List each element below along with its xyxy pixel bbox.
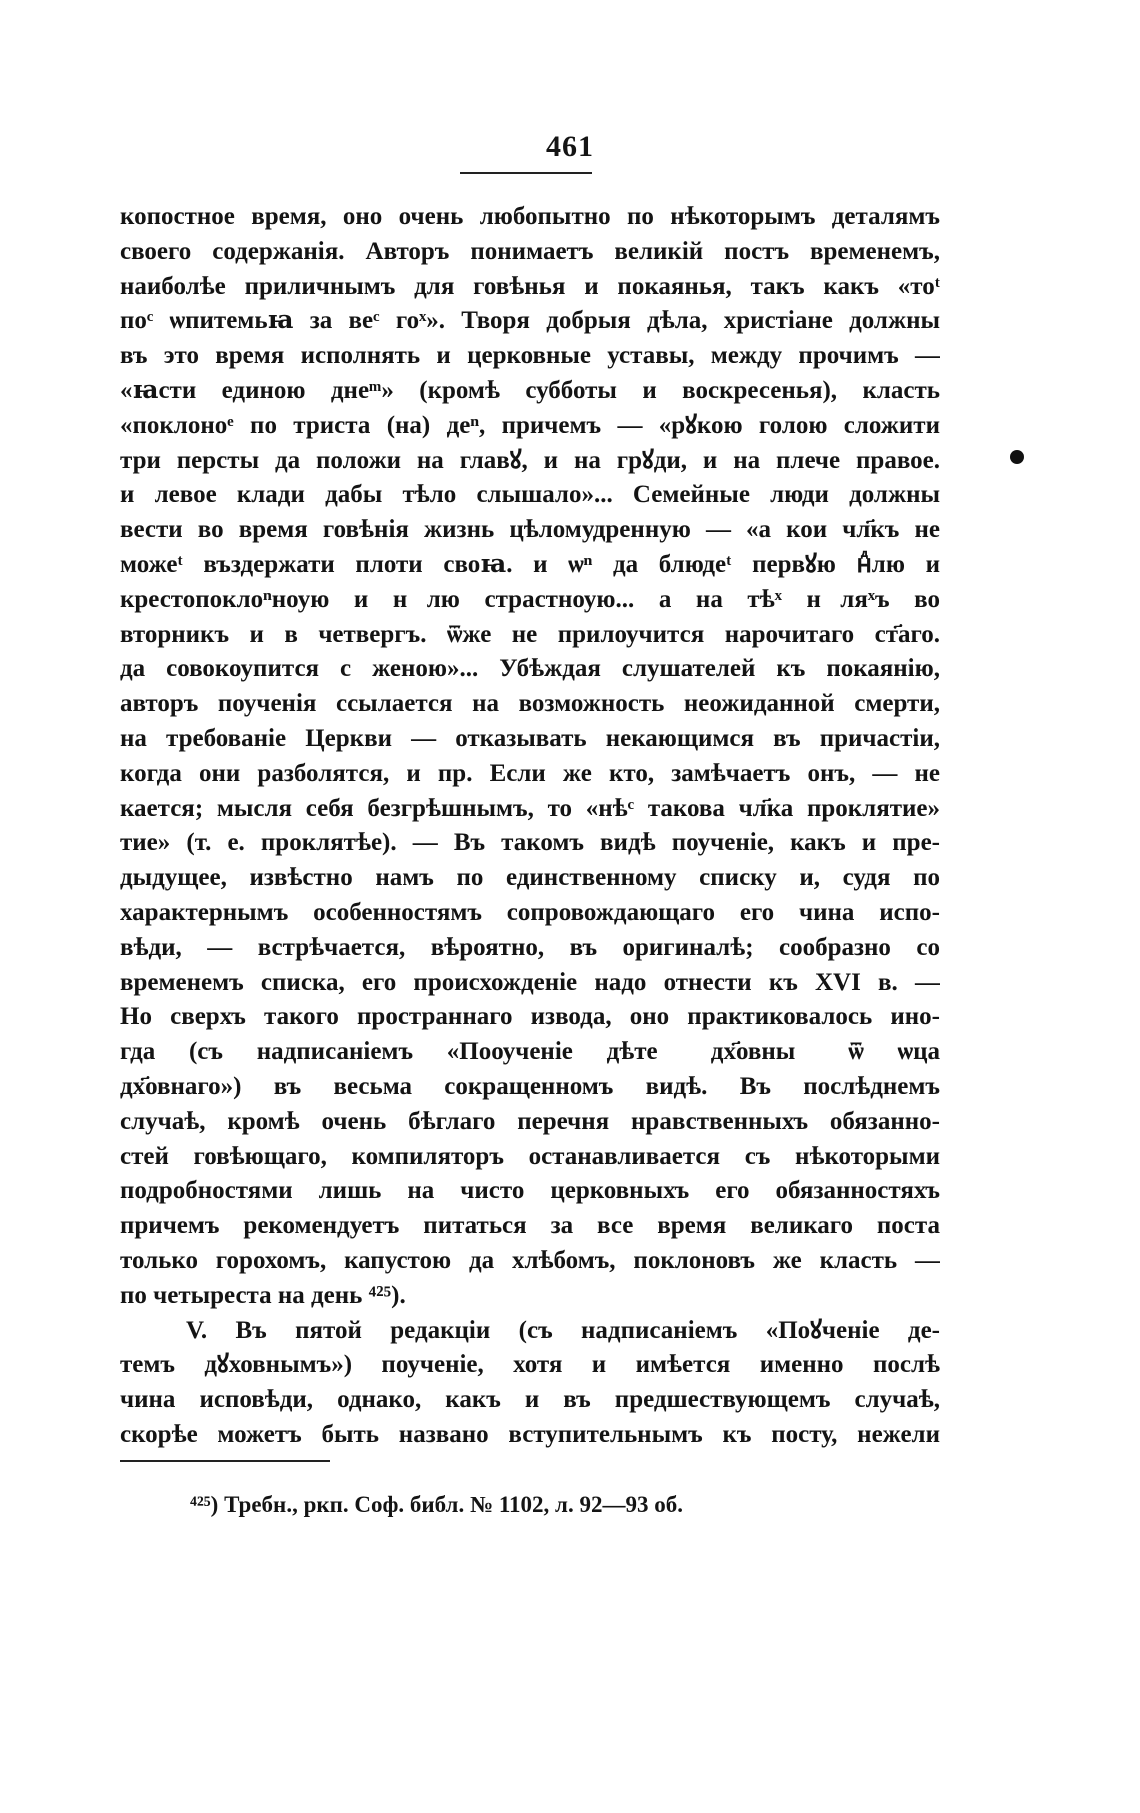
text-line: тие» (т. е. проклятѣе). — Въ такомъ видѣ поученіе, какъ и пре- xyxy=(120,829,940,857)
text-line: по четыреста на день ⁴²⁵). xyxy=(120,1281,406,1309)
text-line: дыдущее, извѣстно намъ по единственному списку и, судя по xyxy=(120,864,940,892)
text-line: въ это время исполнять и церковные уставы, между прочимъ — xyxy=(120,342,940,370)
page-number-rule xyxy=(460,172,592,174)
text-line: причемъ рекомендуетъ питаться за все время великаго поста xyxy=(120,1212,940,1240)
text-line: три персты да положи на главꙋ, и на грꙋди, и на плече правое. xyxy=(120,446,940,474)
text-line: чина исповѣди, однако, какъ и въ предшествующемъ случаѣ, xyxy=(120,1386,940,1414)
text-line: вторникъ и в четвергъ. ѿже не прилоучится нарочитаго ст҃аго. xyxy=(120,620,940,648)
text-line: копостное время, оно очень любопытно по нѣкоторымъ деталямъ xyxy=(120,203,940,230)
text-line: своего содержанія. Авторъ понимаетъ великій постъ временемъ, xyxy=(120,237,940,265)
body-text xyxy=(120,200,940,1453)
text-line: V. Въ пятой редакціи (съ надписаніемъ «Поꙋченіе де- xyxy=(186,1316,940,1344)
text-line: поᶜ ѡпитемьꙗ за веᶜ гоˣ». Творя добрыя дѣла, христіане должны xyxy=(120,307,940,335)
text-line: стей говѣющаго, компиляторъ останавливается съ нѣкоторыми xyxy=(120,1142,940,1170)
text-line: только горохомъ, капустою да хлѣбомъ, поклоновъ же класть — xyxy=(120,1246,940,1274)
text-line: подробностями лишь на чисто церковныхъ его обязанностяхъ xyxy=(120,1177,940,1205)
text-line: временемъ списка, его происхожденіе надо отнести къ XVI в. — xyxy=(120,968,940,996)
footnote-rule xyxy=(120,1460,330,1462)
text-line: да совокоупится с женою»... Убѣждая слушателей къ покаянію, xyxy=(120,655,940,683)
text-line: Но сверхъ такого пространнаго извода, оно практиковалось ино- xyxy=(120,1003,940,1031)
page-number: 461 xyxy=(546,130,594,163)
text-line: гда (съ надписаніемъ «Пооученіе дѣтеⷨ дх҃овныⷨ ѿ ѡца xyxy=(120,1038,940,1066)
footnote: ⁴²⁵) Требн., ркп. Соф. библ. № 1102, л. 92—93 об. xyxy=(190,1492,683,1517)
text-line: можеᵗ въздержати плоти своꙗ. и ѡⁿ да блюдеᵗ первꙋю нⷣлю и xyxy=(120,550,940,578)
text-line: авторъ поученія ссылается на возможность неожиданной смерти, xyxy=(120,690,940,718)
text-line: кается; мысля себя безгрѣшнымъ, то «нѣᶜ такова чл҃ка проклятие» xyxy=(120,794,940,822)
text-line: «ꙗсти единою днеᵐ» (кромѣ субботы и воскресенья), класть xyxy=(120,376,940,404)
text-line: темъ дꙋховнымъ») поученіе, хотя и имѣется именно послѣ xyxy=(120,1351,940,1379)
text-line: характернымъ особенностямъ сопровождающаго его чина испо- xyxy=(120,898,940,926)
text-line: крестопоклоⁿноую и нⷣлю страстноую... а на тѣˣ нⷣляˣъ во xyxy=(120,585,940,613)
text-line: и левое клади дабы тѣло слышало»... Семейные люди должны xyxy=(120,481,940,509)
text-line: скорѣе можетъ быть названо вступительнымъ къ посту, нежели xyxy=(120,1420,940,1448)
text-line: на требованіе Церкви — отказывать некающимся въ причастіи, xyxy=(120,724,940,752)
text-line: вѣди, — встрѣчается, вѣроятно, въ оригиналѣ; сообразно со xyxy=(120,933,940,961)
margin-mark xyxy=(1010,450,1024,464)
text-line: когда они разболятся, и пр. Если же кто, замѣчаетъ онъ, — не xyxy=(120,759,940,787)
text-line: «поклоноᵉ по триста (на) деⁿ, причемъ — «рꙋкою голою сложити xyxy=(120,411,940,439)
text-line: наиболѣе приличнымъ для говѣнья и покаянья, такъ какъ «тоᵗ xyxy=(120,272,940,300)
text-line: вести во время говѣнія жизнь цѣломудренную — «а кои чл҃къ не xyxy=(120,516,940,544)
text-line: случаѣ, кромѣ очень бѣглаго перечня нравственныхъ обязанно- xyxy=(120,1107,940,1135)
text-line: дх҃овнаго») въ весьма сокращенномъ видѣ. Въ послѣднемъ xyxy=(120,1072,940,1100)
